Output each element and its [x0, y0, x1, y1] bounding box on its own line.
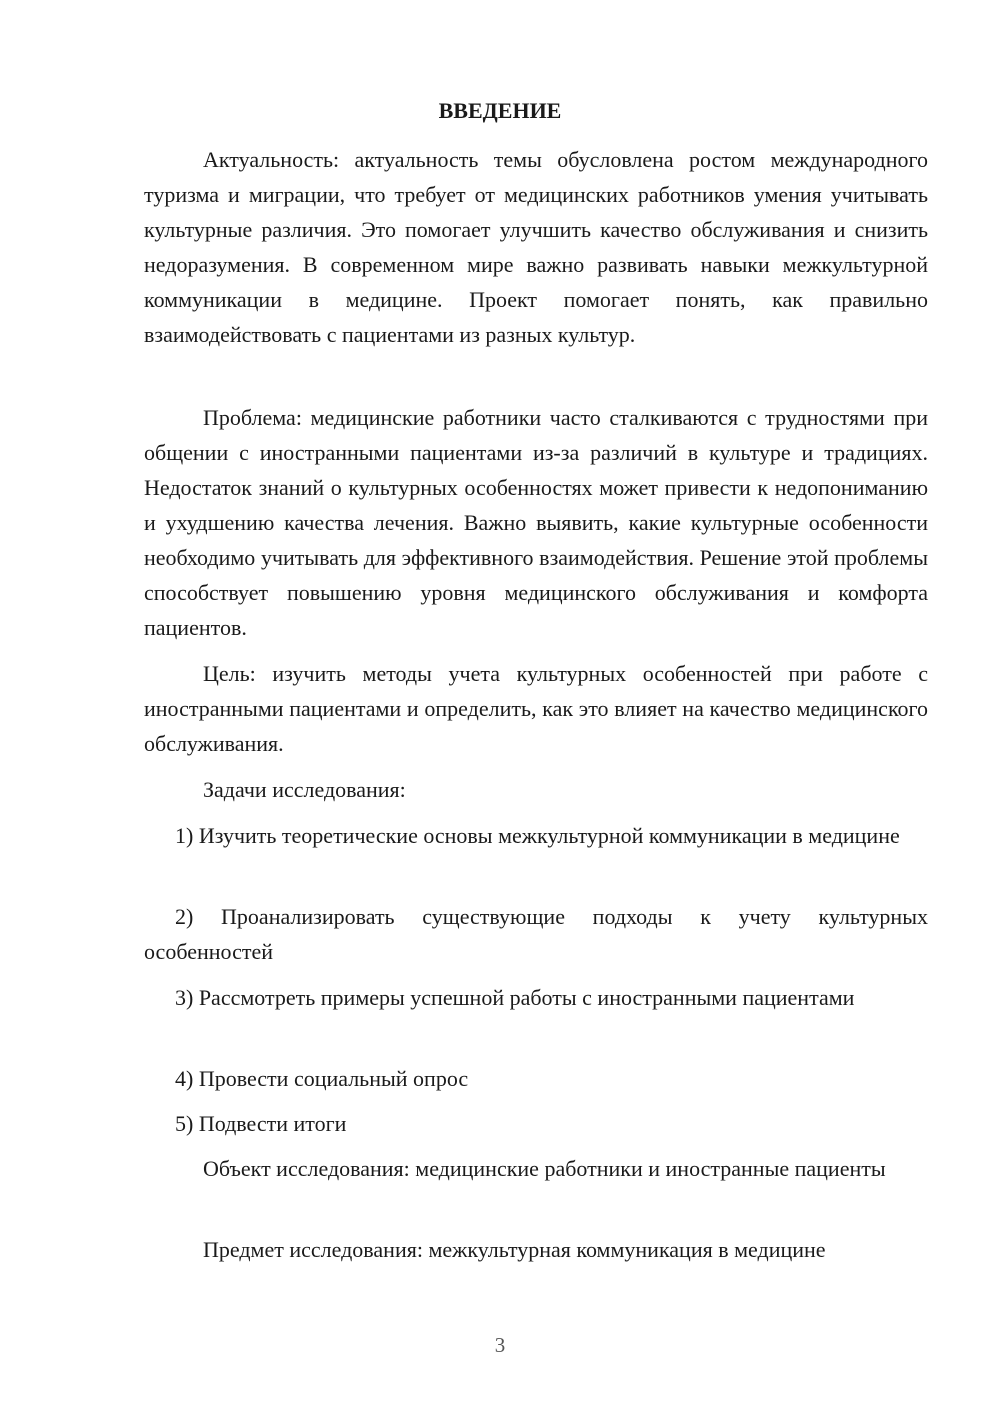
object-paragraph: Объект исследования: медицинские работники и иностранные пациенты	[203, 1156, 886, 1181]
subject-paragraph: Предмет исследования: межкультурная коммуникация в медицине	[203, 1237, 826, 1262]
page-number: 3	[494, 1333, 506, 1357]
problem-paragraph: Проблема: медицинские работники часто сталкиваются с трудностями при общении с иностранными пациентами из-за различий в культуре и традициях. Недостаток знаний о культурных особенностях может привести к недопониманию и ухудшению качества лечения. Важно выявить, какие культурные особенности необходимо учитывать для эффективного взаимодействия. Решение этой проблемы способствует повышению уровня медицинского обслуживания и комфорта пациентов.	[144, 405, 928, 640]
task-item: 2) Проанализировать существующие подходы к учету культурных особенностей	[144, 904, 928, 964]
section-title: ВВЕДЕНИЕ	[438, 98, 562, 123]
tasks-heading: Задачи исследования:	[203, 777, 406, 802]
relevance-paragraph: Актуальность: актуальность темы обусловлена ростом международного туризма и миграции, что требует от медицинских работников умения учитывать культурные различия. Это помогает улучшить качество обслуживания и снизить недоразумения. В современном мире важно развивать навыки межкультурной коммуникации в медицине. Проект помогает понять, как правильно взаимодействовать с пациентами из разных культур.	[144, 147, 928, 347]
task-item: 4) Провести социальный опрос	[175, 1066, 469, 1091]
task-item: 3) Рассмотреть примеры успешной работы с иностранными пациентами	[175, 985, 855, 1010]
task-item: 1) Изучить теоретические основы межкультурной коммуникации в медицине	[175, 823, 900, 848]
task-item: 5) Подвести итоги	[175, 1111, 347, 1136]
goal-paragraph: Цель: изучить методы учета культурных особенностей при работе с иностранными пациентами и определить, как это влияет на качество медицинского обслуживания.	[144, 661, 928, 756]
